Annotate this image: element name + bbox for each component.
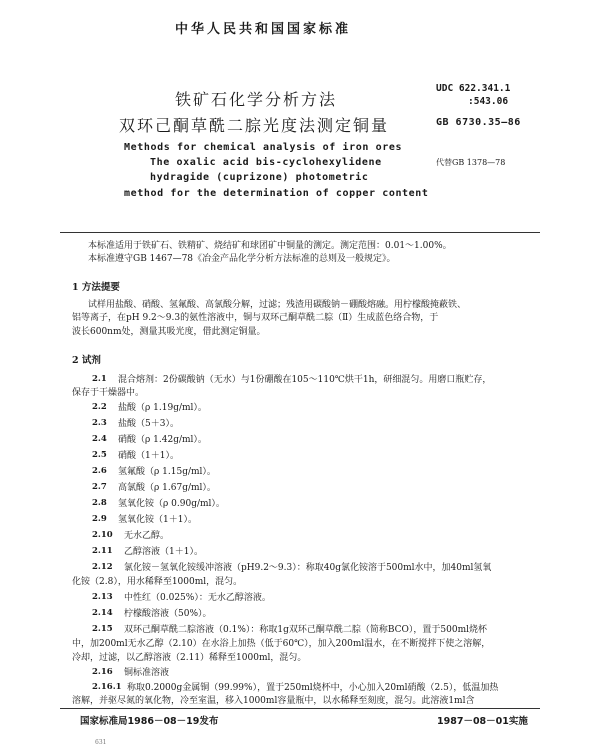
item-text: 溶解，并驱尽氮的氧化物，冷至室温，移入1000ml容量瓶中，以水稀释至刻度，混匀。此溶液1ml含 xyxy=(72,696,475,706)
item-text: 化铵（2.8），用水稀释至1000ml，混匀。 xyxy=(72,577,243,587)
item-text: 氢氧化铵（ρ 0.90g/ml）。 xyxy=(118,499,225,509)
section-1-line: 波长600nm处，测量其吸光度，借此测定铜量。 xyxy=(72,327,266,337)
english-title-line-1: Methods for chemical analysis of iron ores xyxy=(124,142,403,153)
item-text: 乙醇溶液（1＋1）。 xyxy=(124,547,203,557)
english-title-line-3: hydragide (cuprizone) photometric xyxy=(150,172,369,183)
item-number: 2.5 xyxy=(92,450,107,460)
item-number: 2.16.1 xyxy=(92,682,122,692)
udc-code-line-2: :543.06 xyxy=(468,96,509,107)
item-text: 氢氟酸（ρ 1.15g/ml）。 xyxy=(118,467,216,477)
item-number: 2.9 xyxy=(92,514,107,524)
header-divider xyxy=(60,232,540,233)
item-number: 2.8 xyxy=(92,498,107,508)
implementation-date: 1987－08－01实施 xyxy=(437,716,528,727)
replaces-note: 代替GB 1378—78 xyxy=(436,158,506,167)
english-title-line-2: The oxalic acid bis-cyclohexylidene xyxy=(150,157,382,168)
item-number: 2.6 xyxy=(92,466,107,476)
item-number: 2.14 xyxy=(92,608,113,618)
item-text: 称取0.2000g金属铜（99.99%），置于250ml烧杯中，小心加入20ml硝酸（2.5），低温加热 xyxy=(127,683,499,693)
item-text: 保存于干燥器中。 xyxy=(72,388,145,398)
item-text: 柠檬酸溶液（50%）。 xyxy=(124,609,212,619)
section-2-heading: 2 试剂 xyxy=(72,355,101,366)
item-number: 2.15 xyxy=(92,624,113,634)
item-text: 氢氧化铵（1＋1）。 xyxy=(118,515,197,525)
item-number: 2.1 xyxy=(92,374,107,384)
item-number: 2.16 xyxy=(92,667,113,677)
intro-compliance: 本标准遵守GB 1467—78《冶金产品化学分析方法标准的总则及一般规定》。 xyxy=(88,254,396,264)
item-text: 中，加200ml无水乙醇（2.10）在水浴上加热（低于60℃），加入200ml温水，在不断搅拌下使之溶解， xyxy=(72,639,491,649)
item-text: 铜标准溶液 xyxy=(124,668,170,678)
item-number: 2.3 xyxy=(92,418,107,428)
issue-date: 国家标准局1986－08－19发布 xyxy=(80,716,219,727)
item-number: 2.7 xyxy=(92,482,107,492)
item-text: 盐酸（5＋3）。 xyxy=(118,419,179,429)
national-standard-heading: 中华人民共和国国家标准 xyxy=(175,22,352,37)
item-text: 高氯酸（ρ 1.67g/ml）。 xyxy=(118,483,216,493)
title-line-2: 双环己酮草酰二腙光度法测定铜量 xyxy=(119,116,390,135)
section-1-line: 铝等离子，在pH 9.2～9.3的氨性溶液中，铜与双环己酮草酰二腙（Ⅱ）生成蓝色络合物，于 xyxy=(72,313,439,323)
udc-code-line-1: UDC 622.341.1 xyxy=(436,83,511,94)
page-number: 631 xyxy=(95,739,107,746)
item-number: 2.2 xyxy=(92,402,107,412)
item-number: 2.10 xyxy=(92,530,113,540)
item-text: 硝酸（ρ 1.42g/ml）。 xyxy=(118,435,207,445)
item-number: 2.12 xyxy=(92,562,113,572)
item-text: 硝酸（1＋1）。 xyxy=(118,451,179,461)
item-text: 双环己酮草酰二腙溶液（0.1%）：称取1g双环己酮草酰二腙（简称BCO），置于500ml烧杯 xyxy=(124,625,487,635)
section-1-heading: 1 方法提要 xyxy=(72,282,120,293)
item-text: 盐酸（ρ 1.19g/ml）。 xyxy=(118,403,207,413)
title-line-1: 铁矿石化学分析方法 xyxy=(175,90,338,109)
section-1-line: 试样用盐酸、硝酸、氢氟酸、高氯酸分解，过滤；残渣用碳酸钠－硼酸熔融。用柠檬酸掩蔽铁、 xyxy=(88,300,467,310)
gb-number: GB 6730.35—86 xyxy=(436,117,521,128)
item-number: 2.11 xyxy=(92,546,113,556)
item-number: 2.4 xyxy=(92,434,107,444)
english-title-line-4: method for the determination of copper content xyxy=(124,188,429,199)
intro-scope: 本标准适用于铁矿石、铁精矿、烧结矿和球团矿中铜量的测定。测定范围：0.01～1.00%。 xyxy=(88,241,452,251)
footer-divider xyxy=(60,708,540,709)
item-text: 混合熔剂：2份碳酸钠（无水）与1份硼酸在105～110℃烘干1h，研细混匀。用磨口瓶贮存， xyxy=(118,375,492,385)
item-number: 2.13 xyxy=(92,592,113,602)
item-text: 中性红（0.025%）：无水乙醇溶液。 xyxy=(124,593,271,603)
item-text: 氯化铵－氢氧化铵缓冲溶液（pH9.2～9.3）：称取40g氯化铵溶于500ml水中，加40ml氢氧 xyxy=(124,563,492,573)
item-text: 冷却，过滤，以乙醇溶液（2.11）稀释至1000ml，混匀。 xyxy=(72,653,307,663)
item-text: 无水乙醇。 xyxy=(124,531,170,541)
